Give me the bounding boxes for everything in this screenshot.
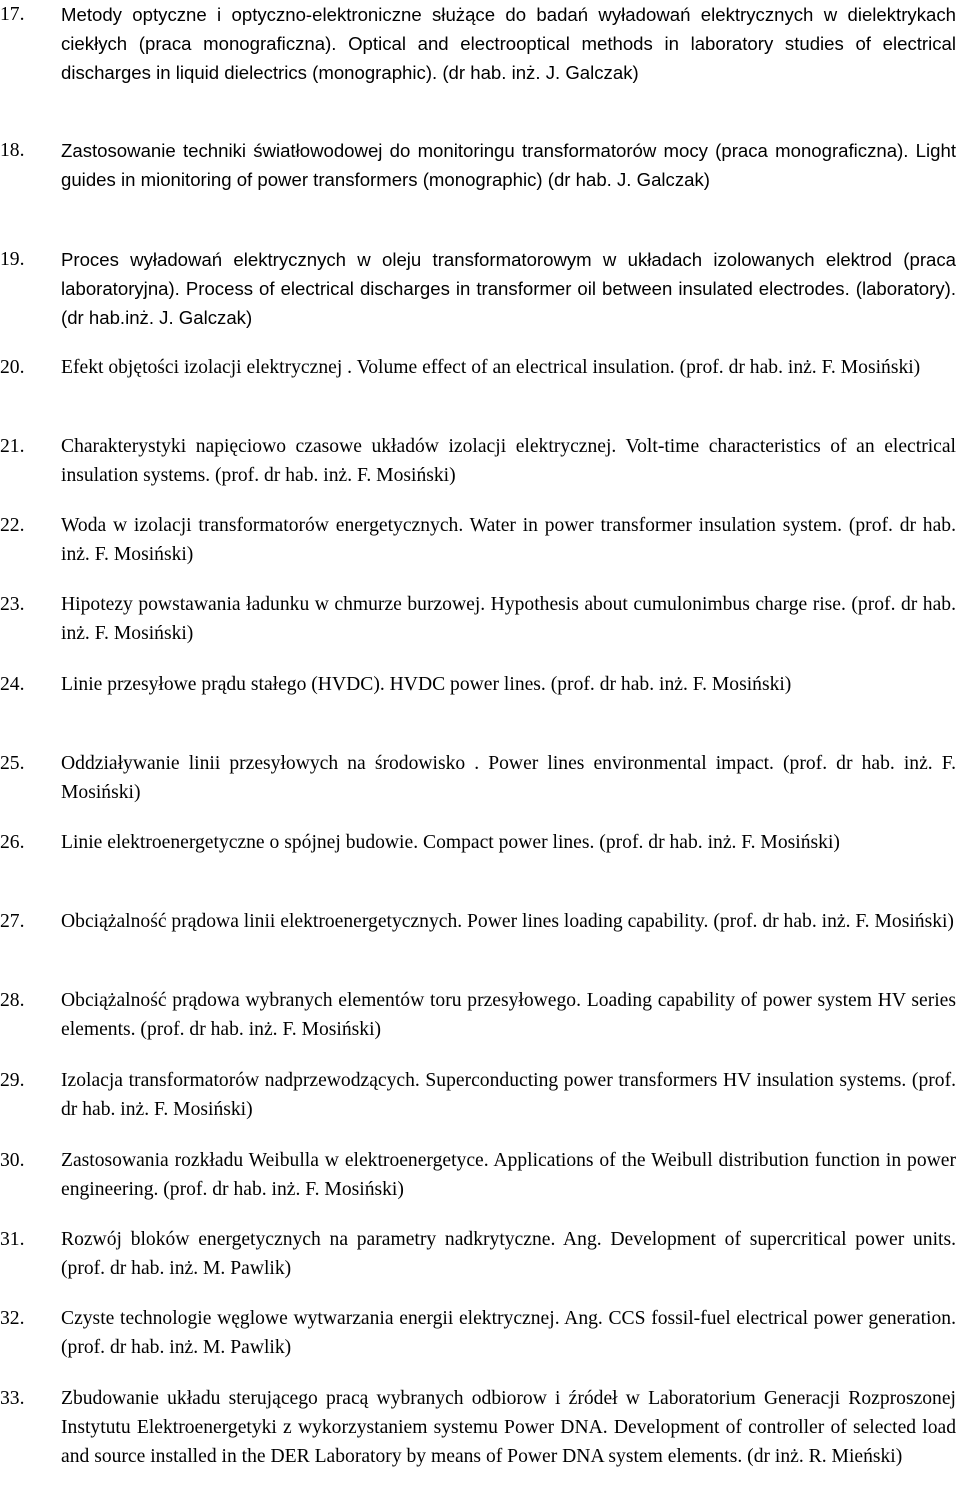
- item-text: Oddziaływanie linii przesyłowych na środowisko . Power lines environmental impact. (prof. dr hab. inż. F. Mosiński): [61, 753, 956, 804]
- item-number: 27.: [0, 911, 25, 932]
- item-number: 18.: [0, 140, 25, 161]
- item-number: 31.: [0, 1229, 25, 1250]
- item-text: Proces wyładowań elektrycznych w oleju transformatorowym w układach izolowanych elektrod (praca laboratoryjna). Process of electrical discharges in transformer oil between insulated electrodes. (laboratory). (dr hab.inż. J. Galczak): [61, 249, 956, 329]
- item-text: Linie elektroenergetyczne o spójnej budowie. Compact power lines. (prof. dr hab. inż. F. Mosiński): [61, 832, 840, 853]
- item-text: Izolacja transformatorów nadprzewodzących. Superconducting power transformers HV insulation systems. (prof. dr hab. inż. F. Mosiński): [61, 1070, 956, 1121]
- item-text: Obciążalność prądowa wybranych elementów toru przesyłowego. Loading capability of power system HV series elements. (prof. dr hab. inż. F. Mosiński): [61, 990, 956, 1041]
- item-text: Woda w izolacji transformatorów energetycznych. Water in power transformer insulation system. (prof. dr hab. inż. F. Mosiński): [61, 515, 956, 566]
- item-text: Charakterystyki napięciowo czasowe układów izolacji elektrycznej. Volt-time characteristics of an electrical insulation systems. (prof. dr hab. inż. F. Mosiński): [61, 436, 956, 487]
- item-number: 26.: [0, 832, 25, 853]
- item-text: Metody optyczne i optyczno-elektroniczne służące do badań wyładowań elektrycznych w dielektrykach ciekłych (praca monograficzna). Optical and electrooptical methods in laboratory studies of electrical discharges in liquid dielectrics (monographic). (dr hab. inż. J. Galczak): [61, 4, 956, 84]
- item-text: Efekt objętości izolacji elektrycznej . Volume effect of an electrical insulation. (prof. dr hab. inż. F. Mosiński): [61, 357, 921, 378]
- item-number: 23.: [0, 594, 25, 615]
- item-number: 20.: [0, 357, 25, 378]
- item-number: 33.: [0, 1388, 25, 1409]
- item-number: 32.: [0, 1308, 25, 1329]
- item-number: 29.: [0, 1070, 25, 1091]
- item-text: Zbudowanie układu sterującego pracą wybranych odbiorow i źródeł w Laboratorium Generacji Rozproszonej Instytutu Elektroenergetyki z wykorzystaniem systemu Power DNA. Development of controller of selected load and source installed in the DER Laboratory by means of Power DNA system elements. (dr inż. R. Mieński): [61, 1388, 956, 1468]
- item-number: 22.: [0, 515, 25, 536]
- item-text: Czyste technologie węglowe wytwarzania energii elektrycznej. Ang. CCS fossil-fuel electrical power generation. (prof. dr hab. inż. M. Pawlik): [61, 1308, 956, 1359]
- item-number: 21.: [0, 436, 25, 457]
- item-text: Obciążalność prądowa linii elektroenergetycznych. Power lines loading capability. (prof. dr hab. inż. F. Mosiński): [61, 911, 954, 932]
- item-number: 25.: [0, 753, 25, 774]
- item-number: 19.: [0, 249, 25, 270]
- item-text: Linie przesyłowe prądu stałego (HVDC). HVDC power lines. (prof. dr hab. inż. F. Mosiński): [61, 674, 792, 695]
- item-text: Rozwój bloków energetycznych na parametry nadkrytyczne. Ang. Development of supercritical power units. (prof. dr hab. inż. M. Pawlik): [61, 1229, 956, 1280]
- item-number: 30.: [0, 1150, 25, 1171]
- item-text: Zastosowania rozkładu Weibulla w elektroenergetyce. Applications of the Weibull distribution function in power engineering. (prof. dr hab. inż. F. Mosiński): [61, 1150, 956, 1201]
- item-text: Hipotezy powstawania ładunku w chmurze burzowej. Hypothesis about cumulonimbus charge rise. (prof. dr hab. inż. F. Mosiński): [61, 594, 956, 645]
- item-number: 28.: [0, 990, 25, 1011]
- item-number: 24.: [0, 674, 25, 695]
- item-text: Zastosowanie techniki światłowodowej do monitoringu transformatorów mocy (praca monograficzna). Light guides in mionitoring of power transformers (monographic) (dr hab. J. Galczak): [61, 140, 956, 191]
- item-number: 17.: [0, 4, 25, 25]
